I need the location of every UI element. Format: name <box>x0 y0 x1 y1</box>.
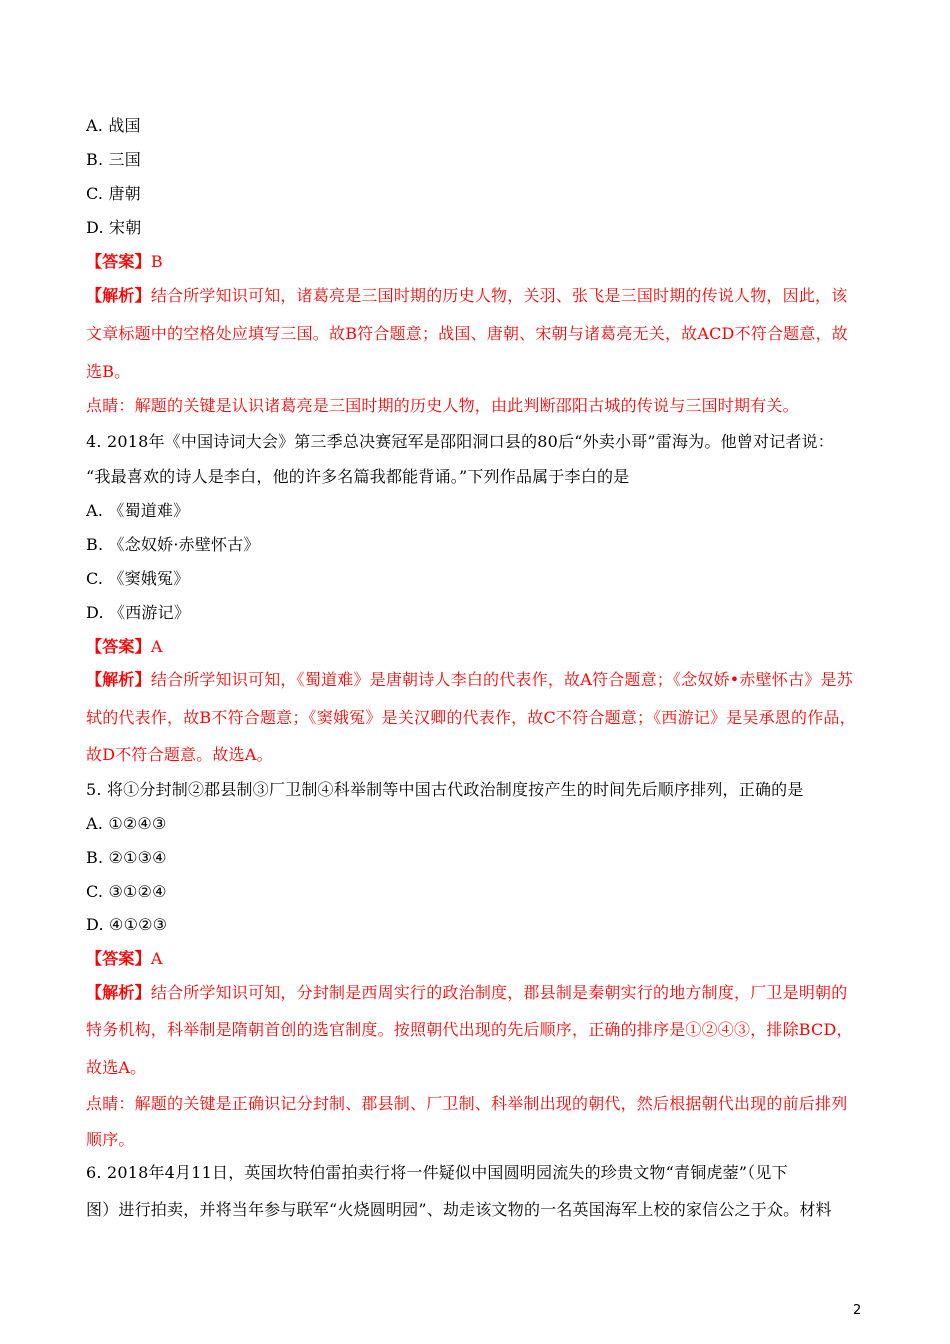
q4-option-d: D. 《西游记》 <box>86 603 191 622</box>
q4-option-a: A. 《蜀道难》 <box>86 501 190 520</box>
q4-analysis-line-1: 【解析】结合所学知识可知，《蜀道难》是唐朝诗人李白的代表作，故A符合题意；《念奴娇•赤壁怀古》是苏 <box>86 670 853 689</box>
q5-analysis-label: 【解析】 <box>86 983 151 1002</box>
q4-analysis-line-2: 轼的代表作，故B不符合题意；《窦娥冤》是关汉卿的代表作，故C不符合题意；《西游记》是吴承恩的作品， <box>86 708 856 727</box>
q3-option-a: A. 战国 <box>86 116 141 135</box>
q3-option-b: B. 三国 <box>86 150 141 169</box>
q3-answer-value: B <box>150 252 163 271</box>
q5-option-d: D. ④①②③ <box>86 915 168 934</box>
q4-answer <box>86 637 876 657</box>
q3-tip: 点睛：解题的关键是认识诸葛亮是三国时期的历史人物，由此判断邵阳古城的传说与三国时期有关。 <box>86 396 799 415</box>
q5-option-b: B. ②①③④ <box>86 848 167 867</box>
q3-option-c: C. 唐朝 <box>86 184 141 203</box>
q5-option-a: A. ①②④③ <box>86 814 167 833</box>
q5-answer <box>86 949 876 969</box>
q4-option-b: B. 《念奴娇·赤壁怀古》 <box>86 535 260 554</box>
q3-option-d: D. 宋朝 <box>86 218 142 237</box>
q5-option-c: C. ③①②④ <box>86 882 167 901</box>
q5-analysis-line-1: 【解析】结合所学知识可知，分封制是西周实行的政治制度，郡县制是秦朝实行的地方制度，厂卫是明朝的 <box>86 983 848 1002</box>
q5-tip-line-2: 顺序。 <box>86 1130 135 1149</box>
q5-answer-label: 【答案】 <box>86 949 151 968</box>
q4-answer-label: 【答案】 <box>86 637 151 656</box>
q3-analysis-label: 【解析】 <box>86 286 151 305</box>
q4-analysis-line-3: 故D不符合题意。故选A。 <box>86 745 273 764</box>
q4-analysis-label: 【解析】 <box>86 670 151 689</box>
q5-answer-value: A <box>150 949 163 968</box>
q5-tip-line-1: 点睛：解题的关键是正确识记分封制、郡县制、厂卫制、科举制出现的朝代，然后根据朝代出现的前后排列 <box>86 1094 848 1113</box>
q5-analysis-line-2: 特务机构，科举制是隋朝首创的选官制度。按照朝代出现的先后顺序，正确的排序是①②④③，排除BCD， <box>86 1020 853 1039</box>
q4-stem-line-2: “我最喜欢的诗人是李白，他的许多名篇我都能背诵。”下列作品属于李白的是 <box>86 467 630 486</box>
q5-stem: 5. 将①分封制②郡县制③厂卫制④科举制等中国古代政治制度按产生的时间先后顺序排列，正确的是 <box>86 780 804 799</box>
q4-stem-line-1: 4. 2018年《中国诗词大会》第三季总决赛冠军是邵阳洞口县的80后“外卖小哥”雷海为。他曾对记者说： <box>86 432 834 451</box>
q3-analysis-line-1: 【解析】结合所学知识可知，诸葛亮是三国时期的历史人物，关羽、张飞是三国时期的传说人物，因此，该 <box>86 286 848 305</box>
q6-stem-line-2: 图）进行拍卖，并将当年参与联军“火烧圆明园”、劫走该文物的一名英国海军上校的家信公之于众。材料 <box>86 1200 832 1219</box>
q3-answer <box>86 252 876 272</box>
q3-analysis-line-2: 文章标题中的空格处应填写三国。故B符合题意；战国、唐朝、宋朝与诸葛亮无关，故ACD不符合题意，故 <box>86 324 848 343</box>
q3-answer-label: 【答案】 <box>86 252 151 271</box>
q4-answer-value: A <box>150 637 163 656</box>
q5-analysis-line-3: 故选A。 <box>86 1058 147 1077</box>
page-number: 2 <box>853 1303 862 1318</box>
q4-option-c: C. 《窦娥冤》 <box>86 569 190 588</box>
q6-stem-line-1: 6. 2018年4月11日，英国坎特伯雷拍卖行将一件疑似中国圆明园流失的珍贵文物“青铜虎蓥”（见下 <box>86 1163 788 1182</box>
q3-analysis-line-3: 选B。 <box>86 362 131 381</box>
